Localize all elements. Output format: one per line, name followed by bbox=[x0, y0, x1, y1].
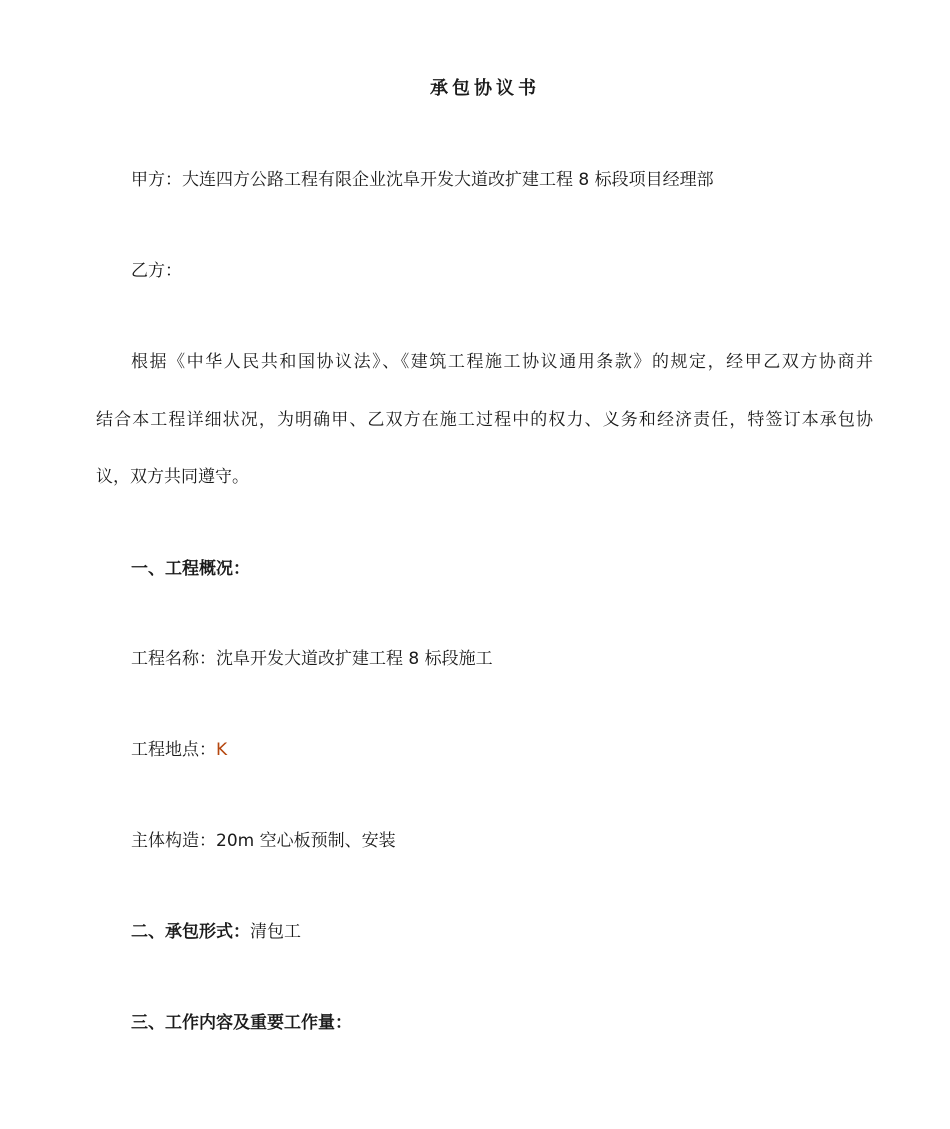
party-a-value: 大连四方公路工程有限企业沈阜开发大道改扩建工程 8 标段项目经理部 bbox=[182, 170, 714, 190]
project-location-label: 工程地点： bbox=[131, 740, 216, 760]
intro-line-1: 根据《中华人民共和国协议法》、《建筑工程施工协议通用条款》的规定，经甲乙双方协商并 bbox=[131, 352, 873, 372]
section-1-heading: 一、工程概况： bbox=[131, 559, 250, 579]
section-2-heading: 二、承包形式： bbox=[131, 922, 250, 942]
main-structure-value: 20m 空心板预制、安装 bbox=[216, 831, 396, 851]
section-2-line bbox=[131, 921, 301, 943]
project-name-value: 沈阜开发大道改扩建工程 8 标段施工 bbox=[216, 649, 493, 669]
intro-line-3: 议，双方共同遵守。 bbox=[96, 467, 249, 487]
party-b-line bbox=[131, 260, 182, 282]
party-a-line bbox=[131, 169, 714, 191]
document-title: 承包协议书 bbox=[430, 78, 540, 99]
project-name-label: 工程名称： bbox=[131, 649, 216, 669]
party-a-label: 甲方： bbox=[131, 170, 182, 190]
section-2-value: 清包工 bbox=[250, 922, 301, 942]
party-b-label: 乙方： bbox=[131, 261, 182, 281]
intro-line-2: 结合本工程详细状况，为明确甲、乙双方在施工过程中的权力、义务和经济责任，特签订本承包协 bbox=[96, 410, 873, 430]
section-3-heading: 三、工作内容及重要工作量： bbox=[131, 1013, 352, 1033]
project-location-line bbox=[131, 739, 227, 761]
project-location-value: K bbox=[216, 740, 228, 760]
project-name-line bbox=[131, 648, 493, 670]
main-structure-label: 主体构造： bbox=[131, 831, 216, 851]
main-structure-line bbox=[131, 830, 396, 852]
